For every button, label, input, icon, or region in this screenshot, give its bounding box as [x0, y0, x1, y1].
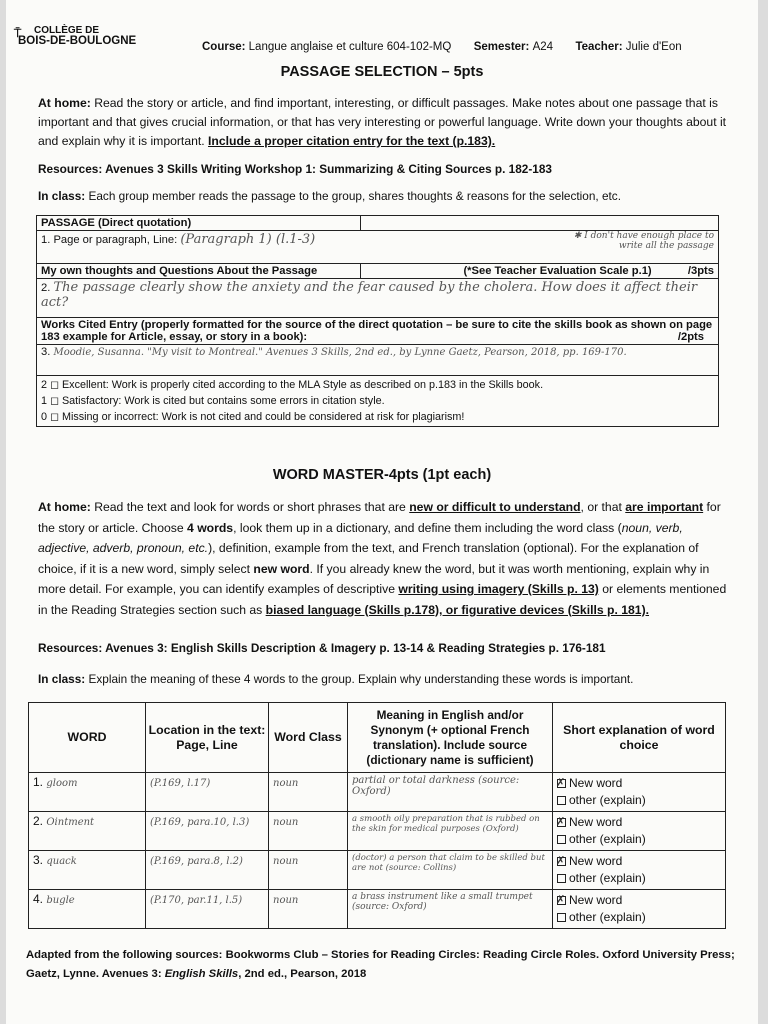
scale-excellent: 2 ◻ Excellent: Work is properly cited according to the MLA Style as described on p.183 in the Skills book.: [41, 379, 544, 391]
thoughts-scale-cell: [361, 264, 719, 279]
works-header: Works Cited Entry (properly formatted for the source of the direct quotation – be sure to cite the skills book as shown on page 183 example for Article, essay, or story in a book):: [41, 319, 713, 343]
meaning-answer: partial or total darkness (source: Oxford): [352, 775, 520, 797]
wm-italic-1: noun, verb, adjective, adverb, pronoun, etc.: [38, 520, 683, 555]
thoughts-scale: (*See Teacher Evaluation Scale p.1): [463, 265, 652, 277]
new-word-label: New word: [569, 776, 623, 790]
word-cell[interactable]: [29, 773, 146, 812]
location-answer: (P.169, l.17): [150, 778, 211, 789]
meaning-answer: (doctor) a person that claim to be skilled but are not (source: Collins): [352, 853, 545, 873]
wm-text-4: , look them up in a dictionary, and define them including the word class (: [233, 520, 622, 535]
thoughts-row[interactable]: [37, 279, 719, 318]
word-cell[interactable]: [29, 851, 146, 890]
quote-row-label: 1. Page or paragraph, Line:: [41, 234, 178, 246]
other-option[interactable]: [557, 870, 721, 887]
course-value: Langue anglaise et culture 604-102-MQ: [248, 41, 452, 53]
word-cell[interactable]: [29, 812, 146, 851]
new-word-label: New word: [569, 893, 623, 907]
passage-in-class: [38, 189, 738, 203]
location-cell[interactable]: [146, 812, 269, 851]
new-word-option[interactable]: [557, 853, 721, 870]
sources-note: [26, 946, 746, 984]
wm-text-3: for the story or article. Choose: [38, 500, 721, 535]
new-word-checkbox[interactable]: [557, 779, 566, 788]
works-row[interactable]: [37, 345, 719, 376]
class-answer: noun: [273, 895, 299, 906]
wm-class-label: In class:: [38, 672, 86, 686]
college-line1: COLLÈGE DE: [34, 25, 100, 36]
new-word-label: New word: [569, 815, 623, 829]
word-answer: quack: [46, 856, 77, 867]
word-answer: bugle: [46, 895, 75, 906]
scale-cell: [37, 376, 719, 427]
quote-row-answer: (Paragraph 1) (l.1-3): [180, 232, 316, 247]
sources-line2-b: English Skills: [164, 968, 239, 980]
word-table: [28, 702, 726, 929]
meaning-cell[interactable]: [348, 890, 553, 929]
sources-line2-a: Gaetz, Lynne. Avenues 3:: [26, 968, 162, 980]
quote-row-note: ✱ I don't have enough place to write all the passage: [573, 231, 714, 251]
other-checkbox[interactable]: [557, 874, 566, 883]
col-explanation: Short explanation of word choice: [553, 703, 726, 773]
teacher-value: Julie d'Eon: [625, 41, 682, 53]
wm-bold-1: 4 words: [187, 520, 234, 535]
word-cell[interactable]: [29, 890, 146, 929]
class-cell[interactable]: [269, 773, 348, 812]
passage-table: [36, 215, 719, 427]
thoughts-points: /3pts: [687, 265, 714, 277]
new-word-checkbox[interactable]: [557, 857, 566, 866]
meaning-cell[interactable]: [348, 812, 553, 851]
passage-class-text: Each group member reads the passage to the group, shares thoughts & reasons for the selection, etc.: [88, 189, 621, 203]
meaning-cell[interactable]: [348, 851, 553, 890]
semester-value: A24: [532, 41, 554, 53]
word-answer: Ointment: [46, 817, 95, 828]
wm-class-text: Explain the meaning of these 4 words to the group. Explain why understanding these words is important.: [88, 672, 634, 686]
wm-emphasis-2: are important: [625, 500, 704, 514]
new-word-checkbox[interactable]: [557, 818, 566, 827]
wm-text-1: Read the text and look for words or short phrases that are: [94, 500, 406, 514]
new-word-label: New word: [569, 854, 623, 868]
choice-cell: [553, 851, 726, 890]
quote-header: PASSAGE (Direct quotation): [37, 216, 361, 231]
wm-text-7: or elements mentioned in the Reading Strategies section such as: [38, 582, 727, 617]
other-option[interactable]: [557, 792, 721, 809]
class-cell[interactable]: [269, 812, 348, 851]
meaning-cell[interactable]: [348, 773, 553, 812]
class-cell[interactable]: [269, 851, 348, 890]
college-logo: [14, 25, 137, 47]
class-answer: noun: [273, 817, 299, 828]
other-label: other (explain): [569, 832, 646, 846]
wm-text-5: ), definition, example from the text, and French translation (optional). For the explanation of choice, if it is a new word, simply select: [38, 541, 699, 576]
wm-home-label: At home:: [38, 500, 91, 514]
scale-satisfactory: 1 ◻ Satisfactory: Work is cited but contains some errors in citation style.: [41, 395, 385, 407]
other-option[interactable]: [557, 909, 721, 926]
wm-text-2: , or that: [580, 500, 622, 514]
other-label: other (explain): [569, 871, 646, 885]
location-cell[interactable]: [146, 890, 269, 929]
passage-title: PASSAGE SELECTION – 5pts: [280, 64, 484, 80]
wm-text-6: . If you already knew the word, but it was worth mentioning, explain why in more detail. For example, you can identify examples of descriptive: [38, 561, 710, 596]
col-location: Location in the text: Page, Line: [146, 703, 269, 773]
row-number: 1.: [33, 775, 44, 789]
worksheet-page: [6, 0, 758, 1024]
passage-class-label: In class:: [38, 189, 86, 203]
wm-bold-2: new word: [253, 561, 310, 576]
choice-cell: [553, 812, 726, 851]
location-cell[interactable]: [146, 851, 269, 890]
location-answer: (P.169, para.8, l.2): [150, 856, 243, 867]
thoughts-header: My own thoughts and Questions About the Passage: [37, 264, 361, 279]
passage-instructions: [38, 94, 728, 151]
passage-resources: Resources: Avenues 3 Skills Writing Workshop 1: Summarizing & Citing Sources p. 182-183: [38, 162, 552, 176]
new-word-checkbox[interactable]: [557, 896, 566, 905]
table-row: [29, 851, 726, 890]
meaning-answer: a smooth oily preparation that is rubbed on the skin for medical purposes (Oxford): [352, 814, 540, 834]
thoughts-row-answer: The passage clearly show the anxiety and the fear caused by the cholera. How does it affect their act?: [41, 280, 698, 310]
class-answer: noun: [273, 778, 299, 789]
other-label: other (explain): [569, 793, 646, 807]
teacher-label: Teacher:: [575, 41, 623, 53]
other-checkbox[interactable]: [557, 913, 566, 922]
new-word-option[interactable]: [557, 814, 721, 831]
course-label: Course:: [202, 41, 246, 53]
table-row: [29, 890, 726, 929]
word-master-title: WORD MASTER-4pts (1pt each): [272, 467, 492, 483]
college-logo-icon: ⍑: [14, 26, 22, 40]
quote-row[interactable]: [37, 231, 719, 264]
wm-emphasis-1: new or difficult to understand: [409, 500, 581, 514]
table-row: [29, 812, 726, 851]
class-answer: noun: [273, 856, 299, 867]
location-answer: (P.170, par.11, l.5): [150, 895, 243, 906]
meaning-answer: a brass instrument like a small trumpet (source: Oxford): [352, 892, 533, 912]
works-points: /2pts: [677, 331, 704, 343]
sources-line1: Adapted from the following sources: Bookworms Club – Stories for Reading Circles: Reading Circle Roles. Oxford University Press;: [26, 949, 735, 961]
wm-emphasis-3: writing using imagery (Skills p. 13): [398, 582, 599, 596]
passage-home-label: At home:: [38, 96, 91, 110]
other-checkbox[interactable]: [557, 796, 566, 805]
passage-home-text: Read the story or article, and find important, interesting, or difficult passages. Make notes about one passage that is important and that gives crucial information, or that has very interesting or powerful language. Write down your thoughts about it and explain why it is important.: [38, 96, 727, 148]
course-header: [202, 41, 682, 53]
scale-missing: 0 ◻ Missing or incorrect: Work is not cited and could be considered at risk for plagiarism!: [41, 411, 465, 423]
choice-cell: [553, 890, 726, 929]
sources-line2-c: , 2nd ed., Pearson, 2018: [238, 968, 367, 980]
choice-cell: [553, 773, 726, 812]
works-header-cell: [37, 318, 719, 345]
row-number: 3.: [33, 853, 44, 867]
word-answer: gloom: [46, 778, 78, 789]
class-cell[interactable]: [269, 890, 348, 929]
word-master-in-class: [38, 672, 738, 686]
other-label: other (explain): [569, 910, 646, 924]
col-meaning: Meaning in English and/or Synonym (+ optional French translation). Include source (dictionary name is sufficient): [348, 703, 553, 773]
table-row: [29, 773, 726, 812]
other-option[interactable]: [557, 831, 721, 848]
sources-line2: [26, 965, 746, 984]
word-master-resources: Resources: Avenues 3: English Skills Description & Imagery p. 13-14 & Reading Strategies p. 176-181: [38, 641, 606, 655]
passage-home-emphasis: Include a proper citation entry for the text (p.183).: [208, 134, 496, 148]
works-row-answer: Moodie, Susanna. "My visit to Montreal." Avenues 3 Skills, 2nd ed., by Lynne Gaetz, Pearson, 2018, pp. 169-170.: [53, 347, 627, 358]
row-number: 2.: [33, 814, 44, 828]
other-checkbox[interactable]: [557, 835, 566, 844]
new-word-option[interactable]: [557, 892, 721, 909]
college-line2: BOIS-DE-BOULOGNE: [18, 35, 137, 47]
wm-emphasis-4: biased language (Skills p.178), or figurative devices (Skills p. 181).: [265, 602, 650, 617]
semester-label: Semester:: [473, 41, 530, 53]
location-cell[interactable]: [146, 773, 269, 812]
col-word-class: Word Class: [269, 703, 348, 773]
location-answer: (P.169, para.10, l.3): [150, 817, 250, 828]
word-master-instructions: [38, 497, 728, 620]
row-number: 4.: [33, 892, 44, 906]
col-word: WORD: [29, 703, 146, 773]
new-word-option[interactable]: [557, 775, 721, 792]
thoughts-row-number: 2.: [41, 282, 51, 294]
works-row-number: 3.: [41, 346, 51, 358]
